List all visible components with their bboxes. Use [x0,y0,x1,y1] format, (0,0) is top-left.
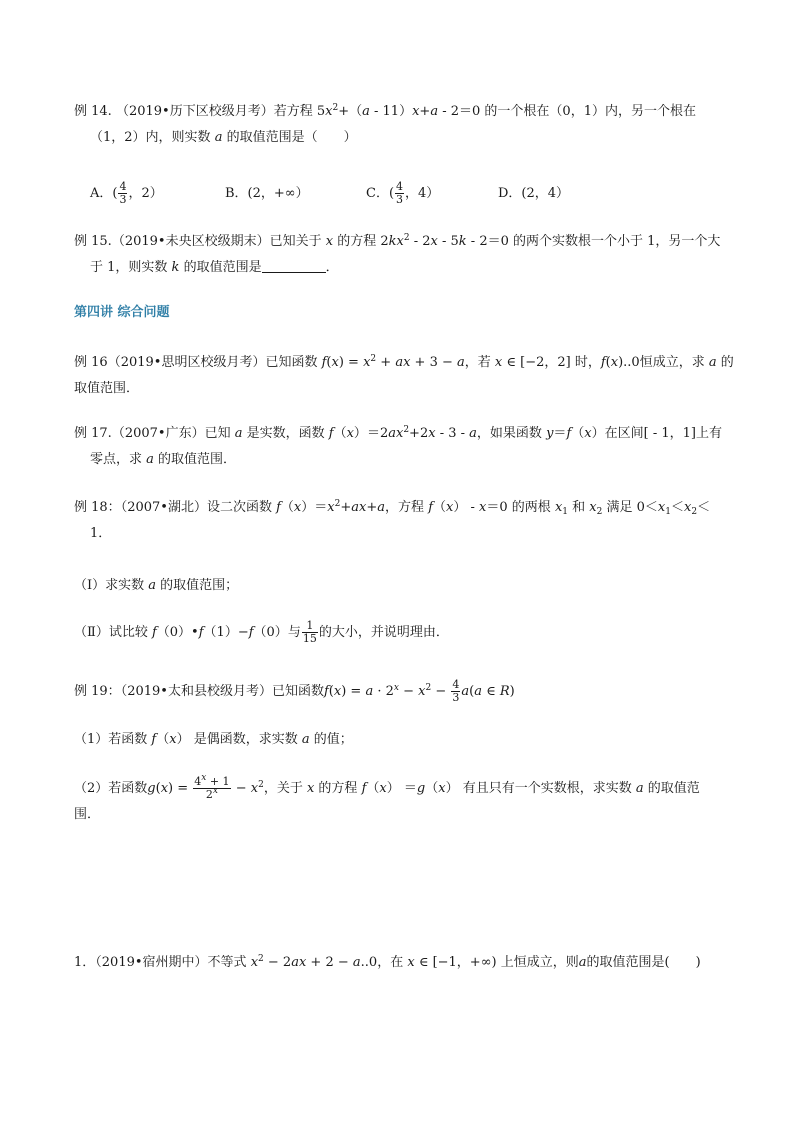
example-14-choices [90,178,730,210]
example-16-heading: 例 16 [74,355,108,370]
example-18-heading: 例 18： [74,500,121,515]
choice-a: A．( $\frac{4}{3}$ ，2） [90,180,163,206]
example-18: 例 18：（2007•湖北）设二次函数 $f(x)=x^2+ax+a$，方程 f（x） - x＝0 的两根 $x_1$ 和 $x_2$ 满足 $0<x_1<x_2<$ 1． [74,499,711,541]
choice-b: B．(2，+∞） [225,186,309,201]
example-18-part-2: （Ⅱ）试比较 f（0）•f（1）−f（0）与 $\frac{1}{15}$ 的大小，并说明理由． [74,619,449,645]
example-17-source: （2007•广东） [111,426,205,441]
example-15-heading: 例 15. [74,234,112,249]
choice-d: D．(2，4） [498,186,570,201]
example-16-source: （2019•思明区校级月考） [107,355,266,370]
exercise-1-source: （2019•宿州期中） [95,955,208,970]
choice-c: C．( $\frac{4}{3}$ ，4） [366,180,440,206]
example-14: 例 14. （2019•历下区校级月考）若方程 $5x^2+(a - 11)x+a - 2=0$ 的一个根在（0，1）内，另一个根在 （1，2）内，则实数 a 的取值范围是（ ） [74,103,696,145]
example-18-source: （2007•湖北） [120,500,207,515]
exercise-1: 1．（2019•宿州期中）不等式 $x^2 - 2ax + 2 - a..0$，在 x ∈ [−1，+∞) 上恒成立，则a的取值范围是( ) [74,954,701,970]
example-14-heading: 例 14. [74,104,112,119]
answer-blank [262,258,326,273]
example-14-source: （2019•历下区校级月考） [115,104,274,119]
example-18-part-1: （Ⅰ）求实数 a 的取值范围； [74,578,239,593]
example-19: 例 19：（2019•太和县校级月考）已知函数$f(x) = a \cdot 2^x - x^2$ − $\frac{4}{3}$ a(a ∈ R) [74,678,515,704]
section-title: 第四讲 综合问题 [74,305,170,320]
example-19-source: （2019•太和县校级月考） [120,684,272,699]
example-19-heading: 例 19： [74,684,121,699]
example-15-source: （2019•未央区校级期末） [111,234,270,249]
exercise-1-heading: 1． [74,955,96,970]
example-17-heading: 例 17. [74,426,112,441]
example-15: 例 15.（2019•未央区校级期末）已知关于 x 的方程 $2kx^2 - 2x - 5k - 2=0$ 的两个实数根一个小于 1，另一个大 于 1，则实数 k 的取值范围是 ． [74,233,721,275]
example-17: 例 17.（2007•广东）已知 a 是实数，函数 $f(x)=2ax^2+2x - 3 - a$，如果函数 y＝f（x）在区间[ - 1，1]上有 零点，求 a 的取值范围． [74,425,722,467]
example-16: 例 16（2019•思明区校级月考）已知函数 $f(x) = x^2$ + ax + 3 − a，若 x ∈ [−2，2] 时，f(x)..0恒成立，求 a 的 取值范围． [74,354,734,396]
example-19-part-2: （2）若函数g(x) = $\frac{4^x + 1}{2^x}$ − $x^2$，关于 x 的方程 f（x） ＝g（x） 有且只有一个实数根，求实数 a 的取值范 围． [74,773,700,822]
example-19-part-1: （1）若函数 f（x） 是偶函数，求实数 a 的值； [74,732,353,747]
